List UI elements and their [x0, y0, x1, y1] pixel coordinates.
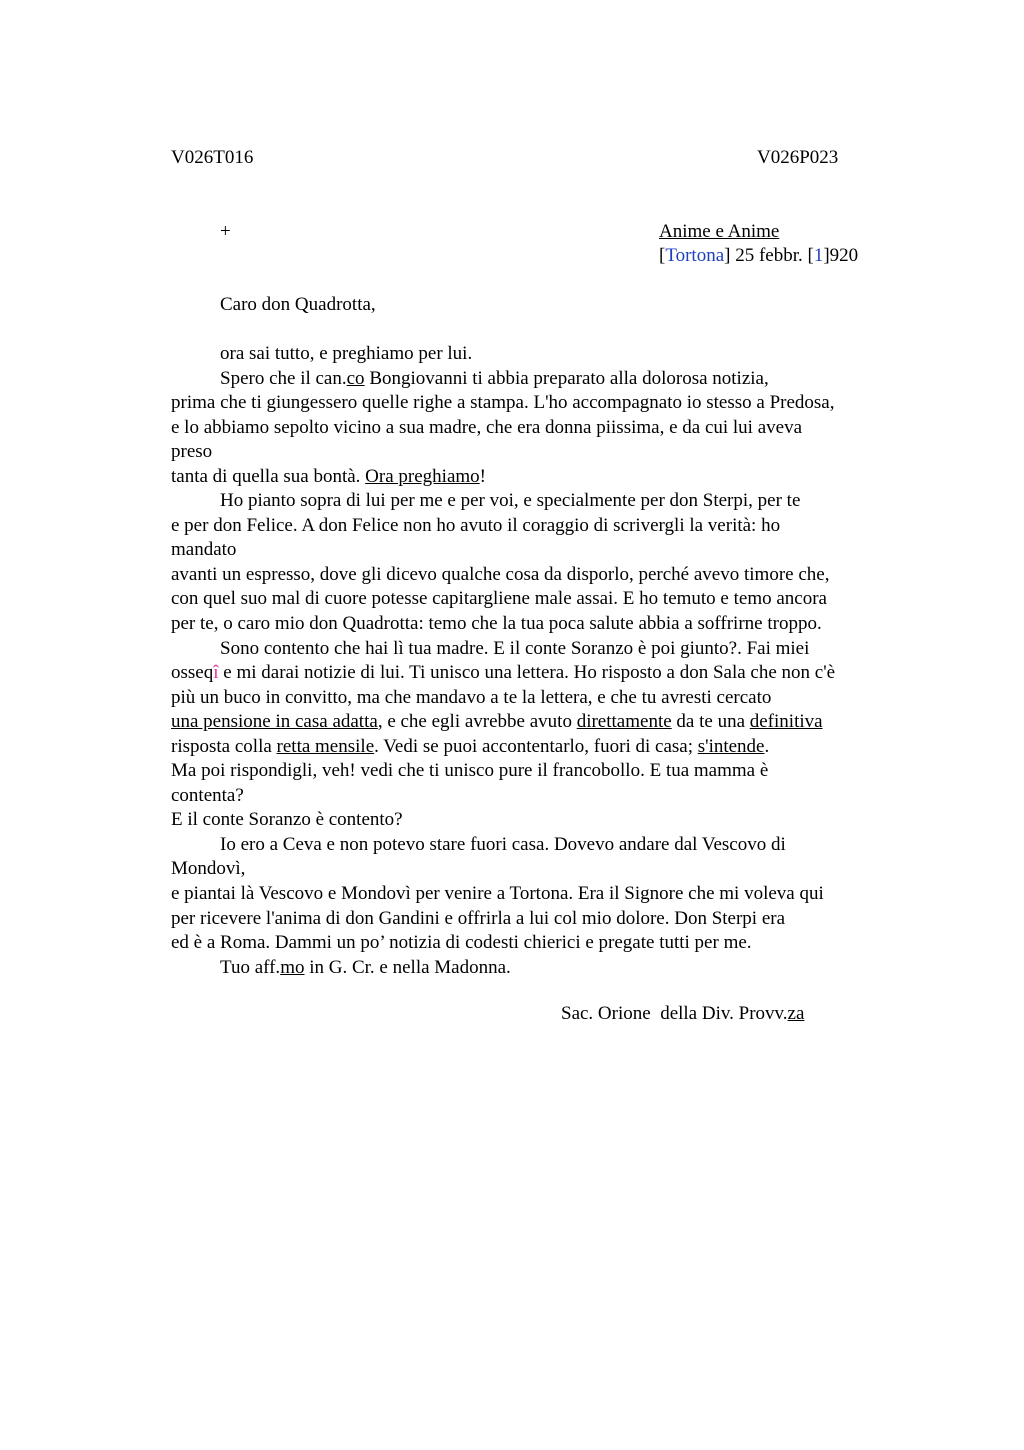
- underlined-text: s'intende: [697, 735, 765, 757]
- body-line: contenta?: [171, 784, 244, 806]
- body-line: e per don Felice. A don Felice non ho avuto il coraggio di scrivergli la verità: ho: [171, 514, 781, 536]
- underlined-text: Ora preghiamo: [365, 465, 480, 487]
- body-line: ora sai tutto, e preghiamo per lui.: [220, 343, 473, 364]
- body-line: prima che ti giungessero quelle righe a stampa. L'ho accompagnato io stesso a Predosa,: [171, 392, 835, 414]
- body-line: [171, 710, 835, 735]
- text-run: da te una: [671, 711, 750, 733]
- body-line: [171, 367, 835, 392]
- body-line: Mondovì,: [171, 858, 246, 880]
- text-run: Bongiovanni ti abbia preparato alla dolorosa notizia,: [364, 367, 769, 389]
- text-run: risposta colla: [171, 735, 277, 757]
- signature: [561, 1002, 804, 1026]
- body-line: con quel suo mal di cuore potesse capitargliene male assai. E ho temuto e temo ancora: [171, 588, 827, 610]
- document-code-right: V026P023: [757, 147, 839, 168]
- title-block: [659, 220, 858, 268]
- text-run: Tuo aff.: [220, 956, 281, 978]
- body-line: Ho pianto sopra di lui per me e per voi, e specialmente per don Sterpi, per te: [220, 490, 801, 512]
- text-run: , e che egli avrebbe avuto: [377, 711, 577, 733]
- body-line: e lo abbiamo sepolto vicino a sua madre, che era donna piissima, e da cui lui aveva: [171, 416, 803, 438]
- document-code-left: V026T016: [171, 147, 254, 168]
- date-text: ] 25 febbr. [: [724, 245, 814, 266]
- signature-suffix: za: [787, 1003, 805, 1024]
- underlined-text: una pensione in casa adatta: [171, 711, 378, 733]
- body-line: [171, 956, 835, 981]
- body-line: [171, 465, 835, 490]
- body-line: E il conte Soranzo è contento?: [171, 809, 403, 831]
- body-line: [171, 735, 835, 760]
- place-name: Tortona: [665, 245, 725, 266]
- body-line: mandato: [171, 539, 237, 561]
- underlined-text: retta mensile: [276, 735, 375, 757]
- body-line: ed è a Roma. Dammi un po’ notizia di codesti chierici e pregate tutti per me.: [171, 932, 752, 954]
- underlined-text: co: [346, 367, 365, 389]
- letter-title: Anime e Anime: [659, 221, 780, 242]
- bracket-open: [: [659, 245, 666, 266]
- underlined-text: direttamente: [576, 711, 672, 733]
- body-line: preso: [171, 441, 213, 463]
- year-rest: ]920: [823, 245, 859, 266]
- letter-body: [171, 342, 835, 980]
- place-date-line: [659, 244, 858, 268]
- cross-mark: +: [220, 221, 231, 242]
- text-run: . Vedi se puoi accontentarlo, fuori di casa;: [374, 735, 698, 757]
- body-line: Ma poi rispondigli, veh! vedi che ti unisco pure il francobollo. E tua mamma è: [171, 760, 769, 782]
- text-run: in G. Cr. e nella Madonna.: [304, 956, 511, 978]
- body-line: Sono contento che hai lì tua madre. E il conte Soranzo è poi giunto?. Fai miei: [220, 637, 810, 659]
- body-line: per te, o caro mio don Quadrotta: temo che la tua poca salute abbia a soffrirne troppo.: [171, 613, 822, 635]
- text-run: .: [764, 735, 770, 757]
- text-run: osseq: [171, 662, 214, 684]
- text-run: e mi darai notizie di lui. Ti unisco una lettera. Ho risposto a don Sala che non c'è: [218, 662, 836, 684]
- underlined-text: definitiva: [749, 711, 823, 733]
- salutation: Caro don Quadrotta,: [220, 294, 376, 315]
- body-line: Io ero a Ceva e non potevo stare fuori casa. Dovevo andare dal Vescovo di: [220, 833, 786, 855]
- body-line: avanti un espresso, dove gli dicevo qualche cosa da disporlo, perché avevo timore che,: [171, 563, 830, 585]
- body-line: per ricevere l'anima di don Gandini e offrirla a lui col mio dolore. Don Sterpi era: [171, 907, 786, 929]
- year-digit: 1: [813, 245, 824, 266]
- body-line: più un buco in convitto, ma che mandavo a te la lettera, e che tu avresti cercato: [171, 686, 772, 708]
- body-line: [171, 661, 835, 686]
- text-run: tanta di quella sua bontà.: [171, 465, 366, 487]
- body-line: e piantai là Vescovo e Mondovì per venire a Tortona. Era il Signore che mi voleva qui: [171, 883, 824, 905]
- signature-text: Sac. Orione della Div. Provv.: [561, 1003, 788, 1024]
- text-run: !: [479, 465, 486, 487]
- highlighted-char: î: [213, 662, 219, 684]
- text-run: Spero che il can.: [220, 367, 347, 389]
- underlined-text: mo: [280, 956, 305, 978]
